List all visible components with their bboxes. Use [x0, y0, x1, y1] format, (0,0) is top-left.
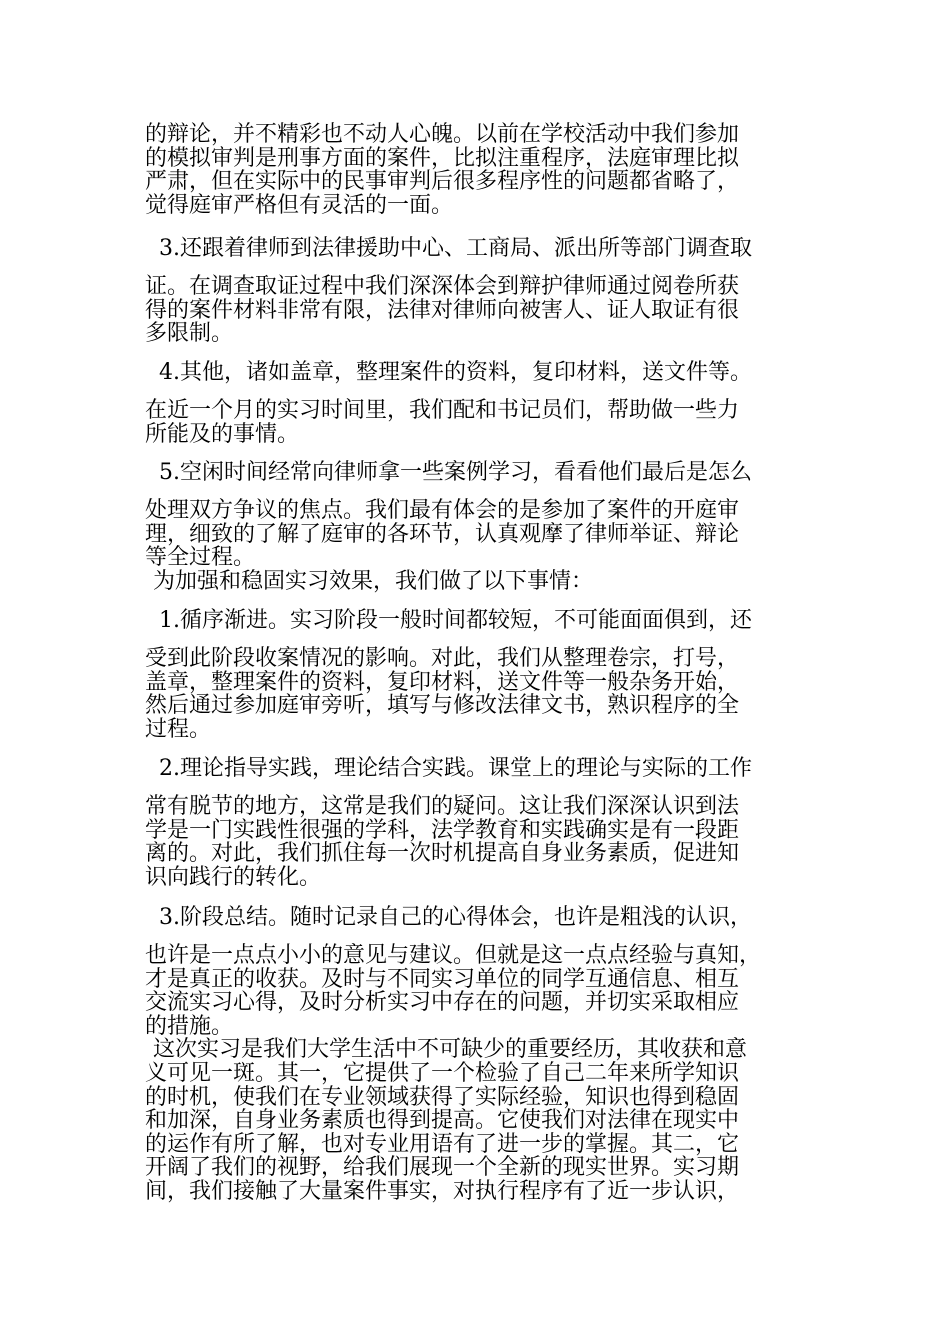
list-item-2 — [145, 757, 839, 781]
list-item-3b — [145, 906, 839, 930]
text-line: 过程。 — [145, 716, 212, 742]
paragraph — [145, 795, 825, 889]
text-line: 为加强和稳固实习效果，我们做了以下事情： — [153, 568, 594, 594]
paragraph — [145, 944, 825, 1204]
text-line: 交流实习心得，及时分析实习中存在的问题，并切实采取相应 — [145, 990, 740, 1016]
text-line: 多限制。 — [145, 321, 234, 347]
list-item-5 — [145, 461, 839, 485]
text-line: 义可见一斑。其一，它提供了一个检验了自己二年来所学知识 — [145, 1060, 740, 1086]
text-line: 这次实习是我们大学生活中不可缺少的重要经历，其收获和意 — [153, 1037, 748, 1063]
text-line: 的模拟审判是刑事方面的案件，比拟注重程序，法庭审理比拟 — [145, 145, 740, 171]
paragraph-continuation — [145, 123, 825, 217]
list-item-3 — [145, 237, 839, 261]
text-line: 开阔了我们的视野，给我们展现一个全新的现实世界。实习期 — [145, 1155, 740, 1181]
paragraph — [145, 399, 825, 446]
text-line: 4.其他，诸如盖章，整理案件的资料，复印材料，送文件等。 — [159, 360, 752, 385]
text-line: 3.还跟着律师到法律援助中心、工商局、派出所等部门调查取 — [159, 236, 752, 261]
text-line: 2.理论指导实践，理论结合实践。课堂上的理论与实际的工作 — [159, 756, 752, 781]
text-line: 盖章，整理案件的资料，复印材料，送文件等一般杂务开始， — [145, 669, 740, 695]
text-line: 然后通过参加庭审旁听，填写与修改法律文书，熟识程序的全 — [145, 693, 740, 719]
text-line: 5.空闲时间经常向律师拿一些案例学习，看看他们最后是怎么 — [159, 460, 752, 485]
list-item-4 — [145, 361, 839, 385]
text-line: 证。在调查取证过程中我们深深体会到辩护律师通过阅卷所获 — [145, 274, 740, 299]
text-line: 1.循序渐进。实习阶段一般时间都较短，不可能面面俱到，还 — [159, 608, 752, 633]
text-line: 和加深，自身业务素质也得到提高。它使我们对法律在现实中 — [145, 1108, 740, 1134]
list-item-1 — [145, 609, 839, 633]
text-line: 也许是一点点小小的意见与建议。但就是这一点点经验与真知， — [145, 943, 762, 968]
text-line: 得的案件材料非常有限，法律对律师向被害人、证人取证有很 — [145, 297, 740, 323]
text-line: 严肃，但在实际中的民事审判后很多程序性的问题都省略了， — [145, 169, 740, 195]
text-line: 的辩论，并不精彩也不动人心魄。以前在学校活动中我们参加 — [145, 122, 740, 147]
text-line: 才是真正的收获。及时与不同实习单位的同学互通信息、相互 — [145, 966, 740, 992]
text-line: 等全过程。 — [145, 545, 256, 571]
text-line: 所能及的事情。 — [145, 421, 300, 447]
paragraph — [145, 275, 825, 346]
text-line: 3.阶段总结。随时记录自己的心得体会，也许是粗浅的认识， — [159, 905, 752, 930]
text-line: 在近一个月的实习时间里，我们配和书记员们，帮助做一些力 — [145, 398, 740, 423]
text-line: 离的。对此，我们抓住每一次时机提高自身业务素质，促进知 — [145, 841, 740, 867]
text-line: 觉得庭审严格但有灵活的一面。 — [145, 192, 454, 218]
text-line: 理，细致的了解了庭审的各环节，认真观摩了律师举证、辩论 — [145, 521, 740, 547]
text-line: 识向践行的转化。 — [145, 864, 322, 890]
text-line: 的措施。 — [145, 1013, 234, 1039]
text-line: 受到此阶段收案情况的影响。对此，我们从整理卷宗，打号， — [145, 646, 740, 671]
text-line: 处理双方争议的焦点。我们最有体会的是参加了案件的开庭审 — [145, 498, 740, 523]
paragraph — [145, 499, 825, 593]
text-line: 间，我们接触了大量案件事实，对执行程序有了近一步认识， — [145, 1178, 740, 1204]
text-line: 的时机，使我们在专业领域获得了实际经验，知识也得到稳固 — [145, 1084, 740, 1110]
text-line: 的运作有所了解，也对专业用语有了进一步的掌握。其二，它 — [145, 1131, 740, 1157]
paragraph — [145, 647, 825, 741]
text-line: 学是一门实践性很强的学科，法学教育和实践确实是有一段距 — [145, 817, 740, 843]
text-line: 常有脱节的地方，这常是我们的疑问。这让我们深深认识到法 — [145, 794, 740, 819]
